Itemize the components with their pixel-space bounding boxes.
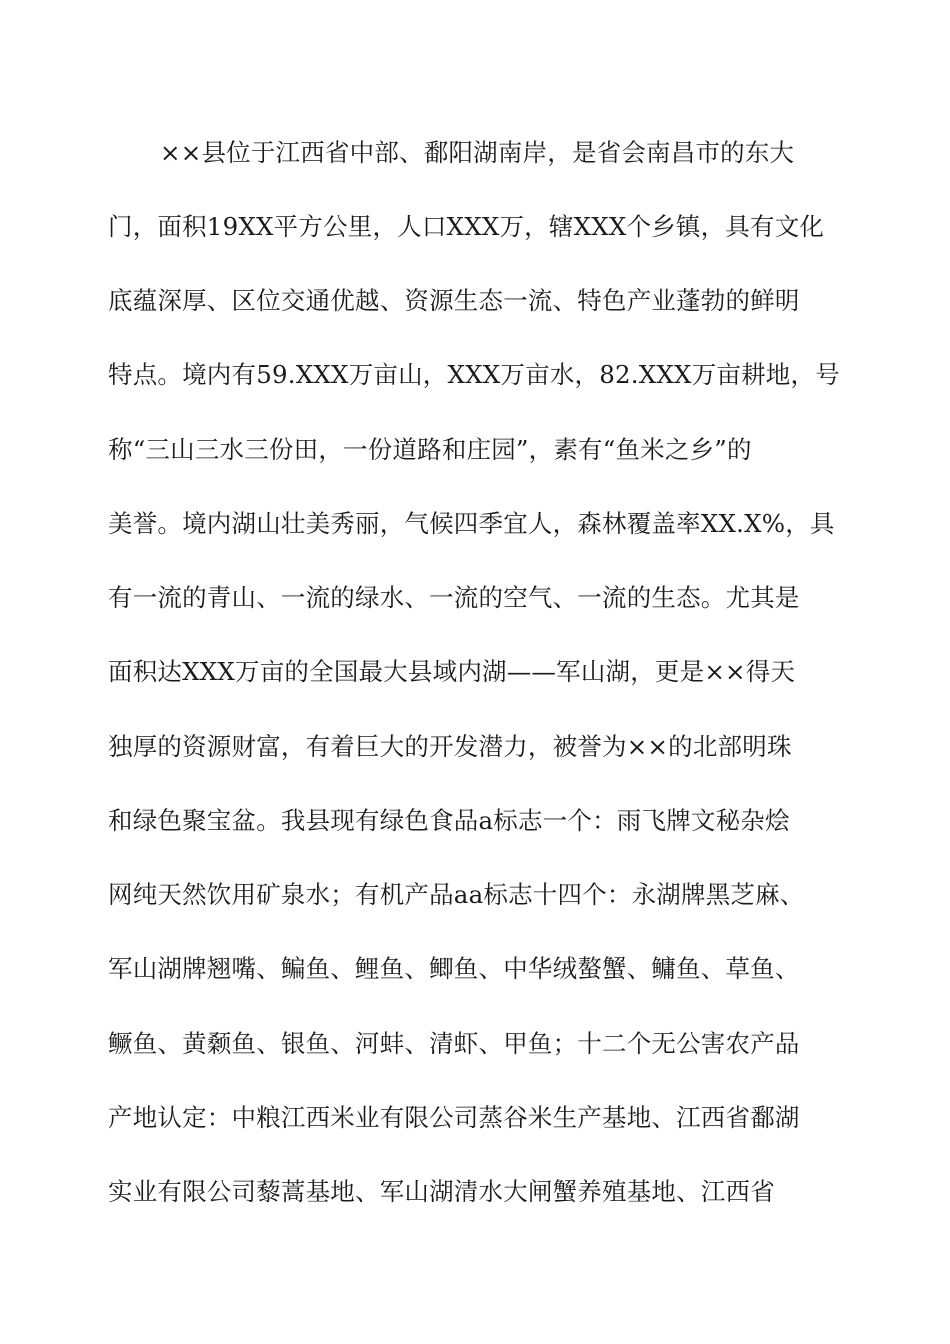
paragraph-line-13: 鳜鱼、黄颡鱼、银鱼、河蚌、清虾、甲鱼；十二个无公害农产品 bbox=[108, 1029, 800, 1058]
paragraph-line-11: 网纯天然饮用矿泉水；有机产品aa标志十四个：永湖牌黑芝麻、 bbox=[108, 880, 805, 909]
paragraph-line-7: 有一流的青山、一流的绿水、一流的空气、一流的生态。尤其是 bbox=[108, 583, 800, 612]
paragraph-line-4: 特点。境内有59.XXX万亩山，XXX万亩水，82.XXX万亩耕地，号 bbox=[108, 360, 840, 389]
paragraph-line-3: 底蕴深厚、区位交通优越、资源生态一流、特色产业蓬勃的鲜明 bbox=[108, 286, 800, 315]
paragraph-line-2: 门，面积19XX平方公里，人口XXX万，辖XXX个乡镇，具有文化 bbox=[108, 212, 825, 241]
paragraph-line-10: 和绿色聚宝盆。我县现有绿色食品a标志一个：雨飞牌文秘杂烩 bbox=[108, 806, 790, 835]
paragraph-line-12: 军山湖牌翘嘴、鳊鱼、鲤鱼、鲫鱼、中华绒螯蟹、鳙鱼、草鱼、 bbox=[108, 954, 800, 983]
paragraph-line-15: 实业有限公司藜蒿基地、军山湖清水大闸蟹养殖基地、江西省 bbox=[108, 1177, 775, 1206]
paragraph-line-14: 产地认定：中粮江西米业有限公司蒸谷米生产基地、江西省鄱湖 bbox=[108, 1103, 800, 1132]
paragraph-line-6: 美誉。境内湖山壮美秀丽，气候四季宜人，森林覆盖率XX.X%，具 bbox=[108, 509, 835, 538]
paragraph-line-5: 称“三山三水三份田，一份道路和庄园”，素有“鱼米之乡”的 bbox=[108, 435, 752, 464]
paragraph-line-9: 独厚的资源财富，有着巨大的开发潜力，被誉为××的北部明珠 bbox=[108, 732, 792, 761]
paragraph-line-8: 面积达XXX万亩的全国最大县域内湖——军山湖，更是××得天 bbox=[108, 657, 796, 686]
paragraph-line-1: ××县位于江西省中部、鄱阳湖南岸，是省会南昌市的东大 bbox=[160, 138, 795, 167]
